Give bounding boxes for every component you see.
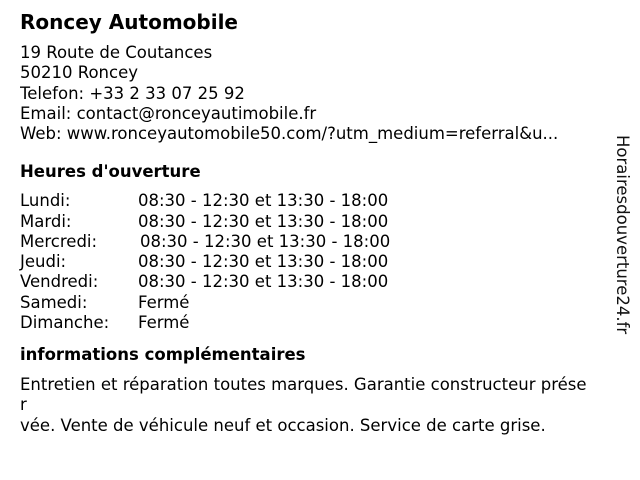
day-label: Samedi: [20,292,88,312]
day-label: Dimanche: [20,312,110,332]
day-hours: Fermé [138,312,190,332]
info-line: vée. Vente de véhicule neuf et occasion. Service de carte grise. [20,415,546,435]
address-line-street: 19 Route de Coutances [20,43,213,62]
web-text: Web: www.ronceyautomobile50.com/?utm_medium=referral&u... [20,124,559,144]
day-hours: 08:30 - 12:30 et 13:30 - 18:00 [138,252,389,272]
day-hours: 08:30 - 12:30 et 13:30 - 18:00 [138,211,389,231]
hours-row-sunday [20,313,610,333]
info-heading: informations complémentaires [20,344,306,364]
day-label: Mardi: [20,211,72,231]
hours-row-friday [20,272,610,292]
day-hours: Fermé [138,292,190,312]
hours-row-tuesday [20,212,610,232]
day-label: Vendredi: [20,272,99,292]
day-hours: 08:30 - 12:30 et 13:30 - 18:00 [138,272,389,292]
day-hours: 08:30 - 12:30 et 13:30 - 18:00 [140,231,391,251]
hours-heading: Heures d'ouverture [20,162,201,182]
business-card [20,10,610,436]
day-hours: 08:30 - 12:30 et 13:30 - 18:00 [138,191,389,211]
phone-text: Telefon: +33 2 33 07 25 92 [20,83,245,103]
info-line: Entretien et réparation toutes marques. Garantie constructeur préser [20,374,587,415]
day-label: Mercredi: [20,231,98,251]
contact-block [20,43,610,144]
address-line-city: 50210 Roncey [20,63,138,83]
hours-row-monday [20,191,610,211]
hours-row-wednesday [20,232,610,252]
hours-table [20,191,610,332]
day-label: Lundi: [20,191,71,211]
hours-row-thursday [20,252,610,272]
business-name: Roncey Automobile [20,10,238,34]
hours-row-saturday [20,293,610,313]
info-text [20,375,590,436]
site-watermark: Horairesdouverture24.fr [613,135,632,335]
day-label: Jeudi: [20,252,67,272]
email-text: Email: contact@ronceyautimobile.fr [20,103,317,123]
